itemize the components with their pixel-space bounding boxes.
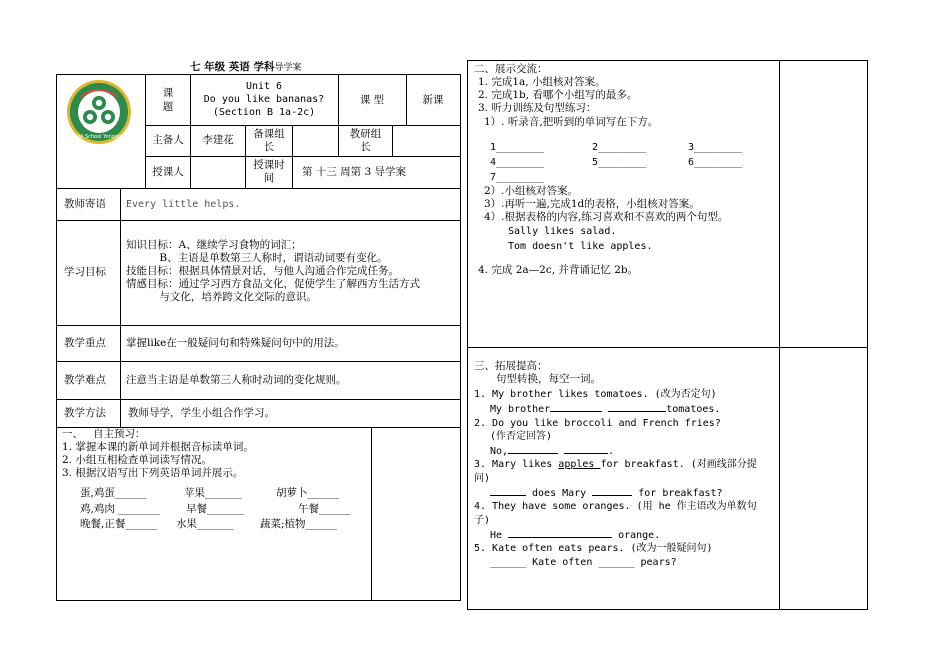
preparer-label: 主备人 — [152, 134, 184, 146]
answer-text: for breakfast? — [632, 488, 723, 500]
show-heading: 二、展示交流： — [474, 63, 548, 75]
question-text: 3. Mary likes — [474, 459, 559, 471]
answer-prefix: My brother — [490, 404, 551, 416]
exercise-list — [474, 388, 779, 569]
word-blank[interactable]: 胡萝卜______ — [276, 487, 339, 499]
question-5: 5. Kate often eats pears. (改为一般疑问句) — [474, 543, 713, 555]
word-blank[interactable]: 蛋,鸡蛋______ — [80, 487, 147, 499]
question-3 — [474, 458, 779, 471]
message-label: 教师寄语 — [64, 198, 106, 210]
extend-heading: 三、拓展提高： — [474, 360, 548, 372]
goal-line: B、主语是单数第三人称时，谓语动词要有变化。 — [126, 252, 388, 264]
fill-blank[interactable] — [550, 401, 602, 412]
word-row — [80, 503, 351, 516]
answer-suffix: orange. — [612, 529, 661, 541]
fill-blank[interactable] — [592, 485, 632, 496]
answer-blank[interactable]: 5________ — [592, 157, 647, 168]
goal-line: 情感目标：通过学习西方食品文化，促使学生了解西方生活方式 — [126, 278, 420, 290]
title-suffix: 导学案 — [274, 63, 302, 73]
question-text: for breakfast. (对画线部分提 — [600, 459, 757, 471]
fill-blank[interactable] — [548, 527, 612, 538]
page-title — [190, 61, 301, 75]
listen-task: 1）. 听录音,把听到的单词写在下方。 — [484, 116, 659, 128]
word-blank[interactable]: 晚餐,正餐______ — [80, 518, 157, 530]
answer-prefix: He — [490, 529, 509, 541]
word-row — [80, 487, 339, 500]
answer-blank[interactable]: 3________ — [688, 142, 743, 153]
goals-label: 学习目标 — [64, 266, 106, 278]
answer-prefix: No, — [490, 446, 509, 458]
word-blank[interactable]: 苹果_______ — [184, 487, 242, 499]
time-value: 第 十三 周第 3 导学案 — [302, 166, 407, 178]
show-item: 1. 完成1a, 小组核对答案。 — [478, 76, 606, 88]
answer-blank[interactable]: 2________ — [592, 142, 647, 153]
lesson-title — [192, 80, 336, 119]
answer-line-2: No, . — [474, 443, 779, 458]
focus-text: 掌握like在一般疑问句和特殊疑问句中的用法。 — [126, 337, 345, 349]
example-sentence: Sally likes salad. — [508, 226, 617, 237]
fill-blank[interactable] — [564, 443, 608, 454]
question-1: 1. My brother likes tomatoes. (改为否定句) — [474, 389, 717, 400]
word-blank[interactable]: 鸡,鸡肉 ________ — [80, 503, 161, 515]
research-leader-label: 教研组 长 — [349, 128, 382, 153]
answer-blank[interactable]: 7________ — [490, 172, 545, 183]
question-4-note: 子) — [474, 514, 491, 526]
title-text: 七 年级 英语 学科 — [190, 61, 275, 73]
answer-line-1 — [474, 401, 779, 416]
time-label: 授课时 间 — [253, 159, 285, 184]
answer-line-4 — [474, 527, 779, 542]
answer-blank[interactable]: 6________ — [688, 157, 743, 168]
group-leader-label: 备课组 长 — [253, 128, 285, 153]
word-blank[interactable]: 水果_______ — [176, 518, 234, 530]
show-steps — [484, 185, 728, 254]
preparer-name: 李建花 — [202, 134, 234, 146]
answer-blank[interactable]: 4________ — [490, 157, 545, 168]
fill-blank[interactable] — [508, 443, 558, 454]
fill-blank[interactable] — [490, 485, 526, 496]
preview-heading: 一、 自主预习： — [62, 428, 146, 440]
show-item: 3. 听力训练及句型练习： — [478, 102, 597, 114]
word-row — [80, 518, 337, 531]
fill-blank[interactable] — [608, 401, 666, 412]
section-text: (Section B 1a-2c) — [212, 107, 316, 118]
question-3-note: 问) — [474, 472, 491, 484]
extend-intro: 句型转换，每空一词。 — [496, 373, 601, 385]
focus-label: 教学重点 — [64, 337, 106, 349]
question-4: 4. They have some oranges. (用 he 作主语改为单数句 — [474, 501, 757, 513]
word-blank[interactable]: 早餐_______ — [186, 503, 244, 515]
listening-blanks — [490, 140, 742, 185]
goals-list — [126, 239, 420, 304]
preview-item: 2. 小组互相检查单词读写情况。 — [62, 454, 212, 466]
teacher-label: 授课人 — [152, 166, 184, 178]
question-2-note: (作否定回答) — [490, 430, 553, 442]
step-text: 3）.再听一遍,完成1d的表格，小组核对答案。 — [484, 198, 700, 210]
answer-line-5[interactable]: ______ Kate often ______ pears? — [490, 556, 677, 568]
method-text: 教师导学，学生小组合作学习。 — [128, 407, 275, 419]
type-value: 新课 — [422, 94, 444, 106]
answer-text: does Mary — [526, 488, 593, 500]
word-blank[interactable]: 午餐______ — [298, 503, 351, 515]
method-label: 教学方法 — [64, 407, 106, 419]
lesson-text: Do you like bananas? — [203, 94, 325, 105]
difficulty-label: 教学难点 — [64, 374, 106, 386]
show-item: 2. 完成1b, 看哪个小组写的最多。 — [478, 89, 638, 101]
word-blank[interactable]: 蔬菜;植物______ — [260, 518, 338, 530]
step-text: 4）.根据表格的内容,练习喜欢和不喜欢的两个句型。 — [484, 211, 729, 223]
unit-text: Unit 6 — [245, 81, 283, 92]
underlined-word: apples — [558, 459, 601, 471]
step-text: 2）.小组核对答案。 — [484, 185, 579, 197]
goal-line: 知识目标：A、继续学习食物的词汇； — [126, 239, 302, 251]
fill-blank[interactable] — [508, 527, 548, 538]
answer-blank[interactable]: 1________ — [490, 142, 545, 153]
goal-line: 与文化，培养跨文化交际的意识。 — [126, 291, 317, 303]
topic-label: 课 题 — [162, 87, 174, 113]
difficulty-text: 注意当主语是单数第三人称时动词的变化规则。 — [126, 374, 347, 386]
logo-caption: Taiyi School Yongxing — [72, 134, 126, 140]
answer-suffix: tomatoes. — [666, 404, 721, 416]
goal-line: 技能目标：根据具体情景对话，与他人沟通合作完成任务。 — [126, 265, 399, 277]
question-2: 2. Do you like broccoli and French fries? — [474, 417, 721, 429]
preview-item: 1. 掌握本课的新单词并根据音标读单词。 — [62, 441, 254, 453]
show-item-4: 4. 完成 2a—2c, 并背诵记忆 2b。 — [478, 264, 639, 276]
show-section — [474, 63, 658, 129]
preview-item: 3. 根据汉语写出下列英语单词并展示。 — [62, 467, 244, 479]
extend-section — [474, 360, 601, 386]
school-logo — [66, 79, 132, 145]
preview-section — [62, 428, 254, 480]
teacher-message: Every little helps. — [126, 199, 241, 210]
answer-line-3 — [474, 485, 779, 500]
type-label: 课 型 — [359, 94, 385, 106]
example-sentence: Tom doesn't like apples. — [508, 241, 653, 252]
